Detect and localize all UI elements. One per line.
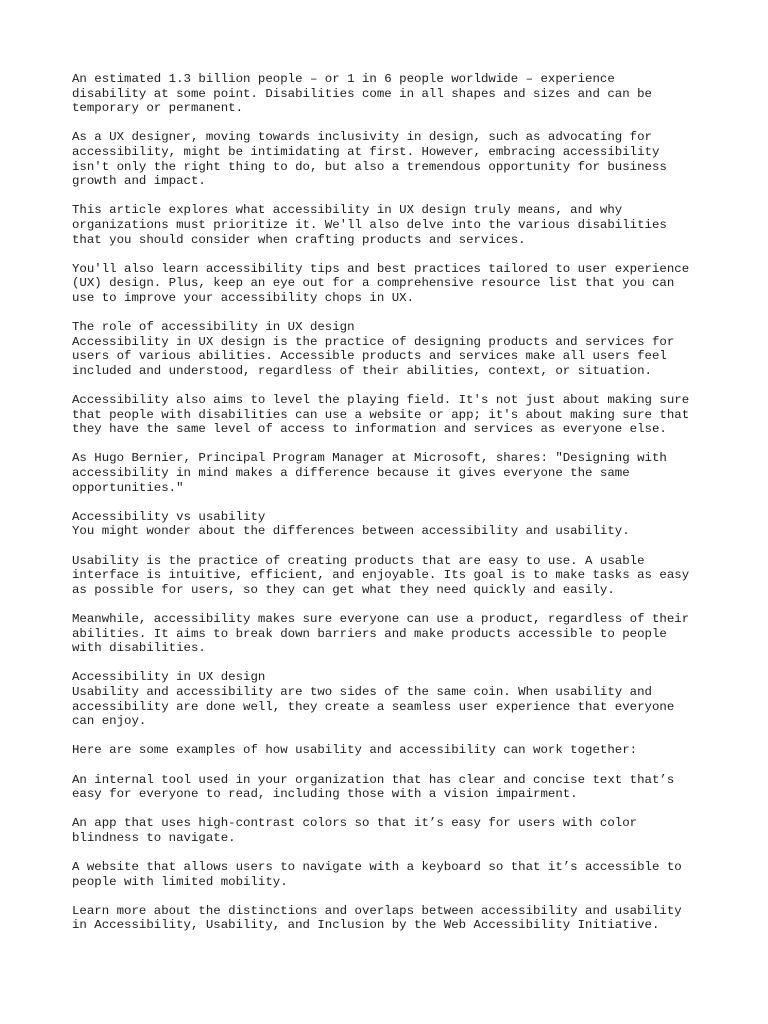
text-line: As a UX designer, moving towards inclusivity in design, such as advocating for (72, 130, 652, 145)
text-line: included and understood, regardless of their abilities, context, or situation. (72, 363, 652, 378)
paragraph-article-explores (72, 203, 712, 247)
text-line: with disabilities. (72, 641, 206, 656)
text-line: abilities. It aims to break down barriers and make products accessible to people (72, 626, 667, 641)
paragraph-accessibility-vs-usability (72, 510, 712, 539)
text-line: that you should consider when crafting products and services. (72, 232, 526, 247)
text-line: An app that uses high-contrast colors so that it’s easy for users with color (72, 816, 638, 831)
text-line: As Hugo Bernier, Principal Program Manager at Microsoft, shares: "Designing with (72, 451, 667, 466)
text-line: in Accessibility, Usability, and Inclusion by the Web Accessibility Initiative. (72, 918, 660, 933)
paragraph-quote (72, 451, 712, 495)
text-line: An estimated 1.3 billion people – or 1 in 6 people worldwide – experience (72, 72, 615, 86)
section-heading: Accessibility in UX design (72, 670, 266, 685)
text-line: as possible for users, so they can get what they need quickly and easily. (72, 582, 615, 597)
text-line: users of various abilities. Accessible products and services make all users feel (72, 349, 667, 364)
text-line: A website that allows users to navigate with a keyboard so that it’s accessible to (72, 860, 682, 875)
text-line: they have the same level of access to information and services as everyone else. (72, 422, 667, 437)
text-line: Here are some examples of how usability and accessibility can work together: (72, 743, 638, 758)
text-line: Accessibility in UX design is the practice of designing products and services for (72, 334, 675, 349)
text-line: accessibility, might be intimidating at first. However, embracing accessibility (72, 144, 660, 159)
document-body (72, 72, 712, 948)
text-line: accessibility in mind makes a difference because it gives everyone the same (72, 466, 630, 481)
text-line: that people with disabilities can use a website or app; it's about making sure that (72, 407, 690, 422)
text-line: Accessibility also aims to level the playing field. It's not just about making sure (72, 393, 690, 408)
paragraph-example-internal-tool (72, 773, 712, 802)
text-line: (UX) design. Plus, keep an eye out for a comprehensive resource list that you can (72, 276, 675, 291)
text-line: easy for everyone to read, including those with a vision impairment. (72, 787, 578, 802)
paragraph-accessibility-in-ux (72, 670, 712, 728)
section-heading: The role of accessibility in UX design (72, 320, 355, 335)
text-line: can enjoy. (72, 714, 147, 729)
text-line: interface is intuitive, efficient, and enjoyable. Its goal is to make tasks as easy (72, 568, 690, 583)
paragraph-example-app (72, 816, 712, 845)
paragraph-usability-definition (72, 554, 712, 598)
text-line: Meanwhile, accessibility makes sure everyone can use a product, regardless of their (72, 611, 690, 626)
paragraph-ux-designer (72, 130, 712, 188)
paragraph-intro (72, 72, 712, 116)
text-line: people with limited mobility. (72, 874, 288, 889)
text-line: accessibility are done well, they create a seamless user experience that everyone (72, 699, 675, 714)
paragraph-learn-more (72, 904, 712, 933)
paragraph-tips (72, 262, 712, 306)
text-line: use to improve your accessibility chops in UX. (72, 290, 415, 305)
text-line: blindness to navigate. (72, 830, 236, 845)
paragraph-examples-intro (72, 743, 712, 758)
paragraph-level-playing-field (72, 393, 712, 437)
text-line: Usability is the practice of creating products that are easy to use. A usable (72, 553, 645, 568)
text-line: disability at some point. Disabilities come in all shapes and sizes and can be (72, 86, 652, 101)
paragraph-example-website (72, 860, 712, 889)
text-line: growth and impact. (72, 174, 206, 189)
text-line: temporary or permanent. (72, 101, 244, 116)
text-line: opportunities." (72, 480, 184, 495)
text-line: You'll also learn accessibility tips and best practices tailored to user experience (72, 261, 690, 276)
text-line: isn't only the right thing to do, but also a tremendous opportunity for business (72, 159, 667, 174)
paragraph-role-of-accessibility (72, 320, 712, 378)
section-heading: Accessibility vs usability (72, 509, 266, 524)
text-line: Learn more about the distinctions and overlaps between accessibility and usability (72, 903, 682, 918)
paragraph-accessibility-definition (72, 612, 712, 656)
text-line: An internal tool used in your organization that has clear and concise text that’s (72, 772, 675, 787)
text-line: Usability and accessibility are two sides of the same coin. When usability and (72, 684, 652, 699)
text-line: organizations must prioritize it. We'll also delve into the various disabilities (72, 217, 667, 232)
text-line: You might wonder about the differences between accessibility and usability. (72, 524, 630, 539)
text-line: This article explores what accessibility in UX design truly means, and why (72, 203, 623, 218)
